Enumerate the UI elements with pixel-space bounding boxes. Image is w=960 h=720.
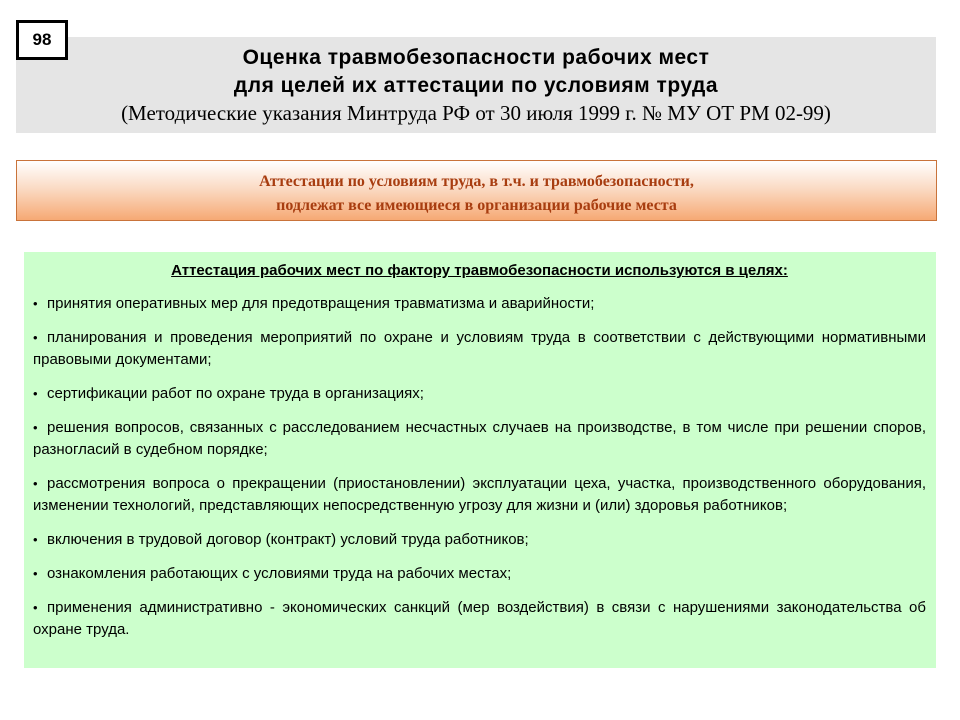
- list-item: [33, 597, 926, 641]
- bullet-icon: •: [33, 532, 38, 547]
- list-item: [33, 417, 926, 461]
- title-reference: (Методические указания Минтруда РФ от 30 июля 1999 г. № МУ ОТ РМ 02-99): [121, 101, 831, 125]
- list-item-text: решения вопросов, связанных с расследованием несчастных случаев на производстве, в том числе при решении споров, разногласий в судебном порядке;: [33, 419, 926, 458]
- purposes-list: [33, 293, 926, 641]
- list-item-text: принятия оперативных мер для предотвращения травматизма и аварийности;: [47, 295, 595, 312]
- bullet-icon: •: [33, 476, 38, 491]
- list-item-text: применения административно - экономических санкций (мер воздействия) в связи с нарушениями законодательства об охране труда.: [33, 599, 926, 638]
- bullet-icon: •: [33, 600, 38, 615]
- list-item-text: планирования и проведения мероприятий по охране и условиям труда в соответствии с действующими нормативными правовыми документами;: [33, 329, 926, 368]
- bullet-icon: •: [33, 296, 38, 311]
- list-item-text: сертификации работ по охране труда в организациях;: [47, 385, 424, 402]
- notice-box: [16, 160, 937, 221]
- list-item: [33, 473, 926, 517]
- list-item: [33, 529, 926, 551]
- purposes-box: [24, 252, 936, 668]
- bullet-icon: •: [33, 386, 38, 401]
- bullet-icon: •: [33, 330, 38, 345]
- list-item: [33, 563, 926, 585]
- purposes-heading: Аттестация рабочих мест по фактору травмобезопасности используются в целях:: [171, 262, 788, 279]
- list-item-text: ознакомления работающих с условиями труда на рабочих местах;: [47, 565, 512, 582]
- title-line-2: для целей их аттестации по условиям труда: [233, 74, 719, 97]
- list-item: [33, 293, 926, 315]
- list-item: [33, 327, 926, 371]
- title-line-1: Оценка травмобезопасности рабочих мест: [242, 46, 710, 69]
- slide-number: 98: [16, 20, 68, 60]
- list-item: [33, 383, 926, 405]
- list-item-text: рассмотрения вопроса о прекращении (приостановлении) эксплуатации цеха, участка, производственного оборудования, изменении технологий, представляющих непосредственную угрозу для жизни и (или) здоровья работников;: [33, 475, 926, 514]
- bullet-icon: •: [33, 420, 38, 435]
- bullet-icon: •: [33, 566, 38, 581]
- notice-line-2: подлежат все имеющиеся в организации рабочие места: [276, 197, 677, 214]
- notice-line-1: Аттестации по условиям труда, в т.ч. и травмобезопасности,: [259, 173, 694, 190]
- list-item-text: включения в трудовой договор (контракт) условий труда работников;: [47, 531, 529, 548]
